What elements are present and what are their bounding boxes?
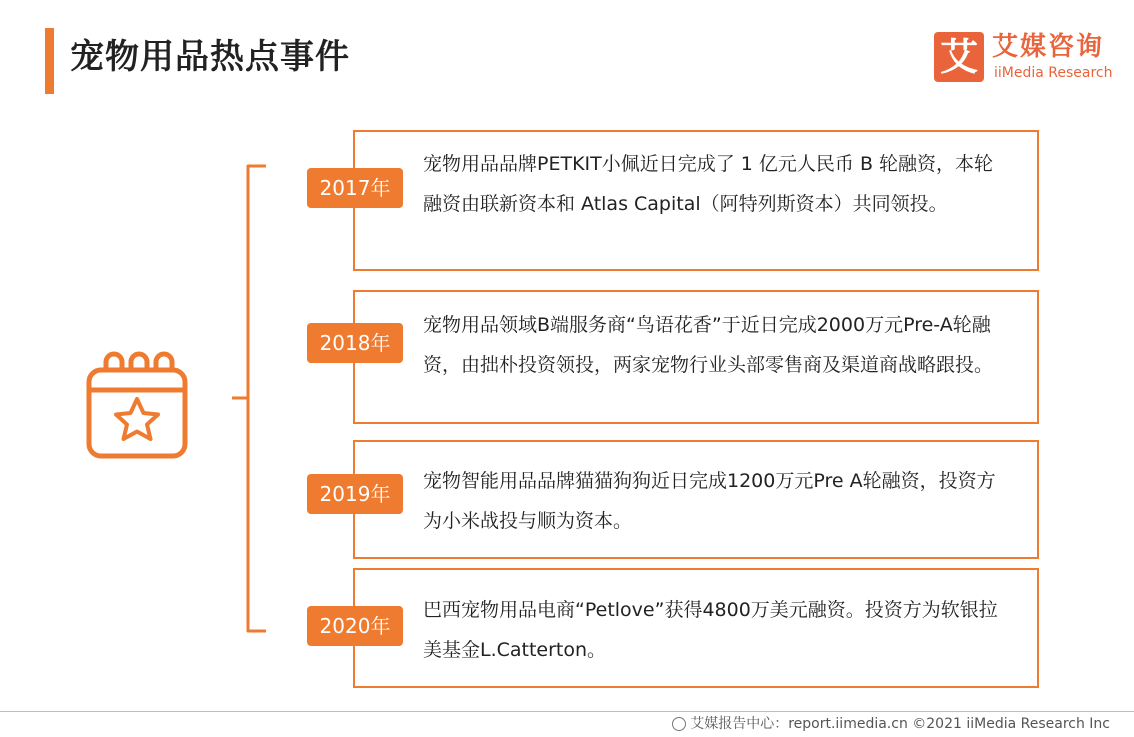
- year-badge-2018: 2018年: [307, 323, 403, 363]
- event-text-2020: 巴西宠物用品电商“Petlove”获得4800万美元融资。投资方为软银拉美基金L.Catterton。: [423, 599, 998, 661]
- source-globe-icon: [672, 717, 686, 731]
- event-text-2017: 宠物用品品牌PETKIT小佩近日完成了 1 亿元人民币 B 轮融资，本轮融资由联新资本和 Atlas Capital（阿特列斯资本）共同领投。: [423, 153, 994, 215]
- event-card-2019: [353, 440, 1039, 559]
- year-badge-2020: 2020年: [307, 606, 403, 646]
- page-title: 宠物用品热点事件: [70, 37, 350, 77]
- brand-name-en: iiMedia Research: [994, 65, 1113, 81]
- event-card-2020: [353, 568, 1039, 688]
- footer-source-text: 艾媒报告中心：report.iimedia.cn ©2021 iiMedia Research Inc: [690, 716, 1110, 732]
- year-badge-2017: 2017年: [307, 168, 403, 208]
- calendar-star-icon: [89, 354, 185, 456]
- brand-mark-icon: 艾: [934, 32, 984, 82]
- event-text-2018: 宠物用品领域B端服务商“鸟语花香”于近日完成2000万元Pre-A轮融资，由拙朴投资领投，两家宠物行业头部零售商及渠道商战略跟投。: [423, 314, 994, 376]
- brand-name-cn: 艾媒咨询: [992, 32, 1105, 62]
- event-text-2019: 宠物智能用品品牌猫猫狗狗近日完成1200万元Pre A轮融资，投资方为小米战投与顺为资本。: [423, 470, 996, 532]
- footer-divider: [0, 711, 1134, 712]
- event-card-2018: [353, 290, 1039, 424]
- event-card-2017: [353, 130, 1039, 271]
- footer-source: [672, 714, 1110, 734]
- year-badge-2019: 2019年: [307, 474, 403, 514]
- timeline-bracket: [232, 166, 266, 631]
